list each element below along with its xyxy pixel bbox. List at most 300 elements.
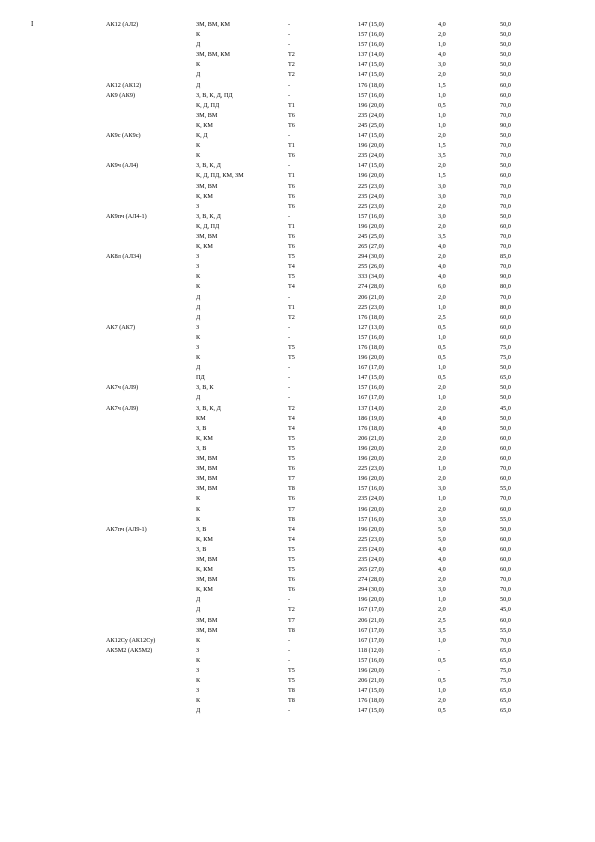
hardness-cell: 65,0: [500, 687, 511, 695]
alloy-grade-cell: [106, 60, 196, 70]
elongation-cell: 3,0: [438, 485, 446, 493]
hardness-cell: 70,0: [500, 152, 511, 160]
tensile-strength-cell: 147 (15,0): [358, 707, 384, 715]
tensile-strength-cell: 176 (18,0): [358, 313, 384, 321]
table-row: [106, 70, 520, 80]
hardness-cell: 80,0: [500, 303, 511, 311]
hardness-cell: 60,0: [500, 323, 511, 331]
elongation-cell: 2,5: [438, 313, 446, 321]
elongation-cell: 4,0: [438, 545, 446, 553]
heat-treatment-cell: Т6: [288, 152, 295, 160]
tensile-strength-cell: 167 (17,0): [358, 394, 384, 402]
heat-treatment-cell: -: [288, 364, 291, 372]
alloy-grade-cell: [106, 353, 196, 363]
heat-treatment-cell: -: [288, 374, 291, 382]
elongation-cell: 2,0: [438, 202, 446, 210]
alloy-grade-cell: [106, 272, 196, 282]
elongation-cell: 4,0: [438, 243, 446, 251]
alloy-grade-cell: [106, 50, 196, 60]
alloy-grade-cell: [106, 706, 196, 716]
elongation-cell: 1,0: [438, 111, 446, 119]
table-row: [106, 424, 520, 434]
tensile-strength-cell: 196 (20,0): [358, 172, 384, 180]
alloy-grade-cell: [106, 676, 196, 686]
hardness-cell: 70,0: [500, 636, 511, 644]
hardness-cell: 70,0: [500, 243, 511, 251]
casting-method-cell: ЗМ, ВМ: [196, 475, 218, 483]
elongation-cell: 6,0: [438, 283, 446, 291]
heat-treatment-cell: Т7: [288, 616, 295, 624]
tensile-strength-cell: 196 (20,0): [358, 142, 384, 150]
table-row: [106, 434, 520, 444]
tensile-strength-cell: 157 (16,0): [358, 31, 384, 39]
hardness-cell: 65,0: [500, 707, 511, 715]
casting-method-cell: ЗМ, ВМ: [196, 626, 218, 634]
tensile-strength-cell: 137 (14,0): [358, 51, 384, 59]
table-row: [106, 555, 520, 565]
elongation-cell: 3,0: [438, 182, 446, 190]
hardness-cell: 50,0: [500, 394, 511, 402]
elongation-cell: 1,0: [438, 465, 446, 473]
elongation-cell: 0,5: [438, 323, 446, 331]
elongation-cell: 3,0: [438, 212, 446, 220]
table-row: [106, 444, 520, 454]
table-row: [106, 40, 520, 50]
hardness-cell: 50,0: [500, 424, 511, 432]
tensile-strength-cell: 265 (27,0): [358, 566, 384, 574]
tensile-strength-cell: 196 (20,0): [358, 525, 384, 533]
hardness-cell: 60,0: [500, 91, 511, 99]
elongation-cell: 4,0: [438, 273, 446, 281]
elongation-cell: 2,0: [438, 455, 446, 463]
table-row: [106, 313, 520, 323]
tensile-strength-cell: 235 (24,0): [358, 152, 384, 160]
alloy-grade-cell: [106, 242, 196, 252]
alloy-grade-cell: [106, 434, 196, 444]
hardness-cell: 75,0: [500, 344, 511, 351]
hardness-cell: 60,0: [500, 172, 511, 180]
table-row: [106, 282, 520, 292]
tensile-strength-cell: 274 (28,0): [358, 576, 384, 584]
alloy-grade-cell: [106, 696, 196, 706]
tensile-strength-cell: 235 (24,0): [358, 192, 384, 200]
hardness-cell: 60,0: [500, 475, 511, 483]
hardness-cell: 70,0: [500, 232, 511, 240]
elongation-cell: 2,0: [438, 132, 446, 140]
elongation-cell: 4,0: [438, 424, 446, 432]
alloy-grade-cell: [106, 101, 196, 111]
elongation-cell: 2,0: [438, 434, 446, 442]
tensile-strength-cell: 225 (23,0): [358, 303, 384, 311]
elongation-cell: 2,0: [438, 697, 446, 705]
tensile-strength-cell: 235 (24,0): [358, 555, 384, 563]
table-row: [106, 141, 520, 151]
table-row: [106, 656, 520, 666]
elongation-cell: 3,0: [438, 61, 446, 69]
table-row: [106, 515, 520, 525]
hardness-cell: 80,0: [500, 283, 511, 291]
casting-method-cell: Д: [196, 606, 201, 614]
alloy-grade-cell: [106, 494, 196, 504]
tensile-strength-cell: 147 (15,0): [358, 687, 384, 695]
hardness-cell: 75,0: [500, 677, 511, 685]
hardness-cell: 50,0: [500, 364, 511, 372]
tensile-strength-cell: 255 (26,0): [358, 263, 384, 271]
table-row: [106, 353, 520, 363]
heat-treatment-cell: Т4: [288, 414, 295, 422]
casting-method-cell: ЗМ, ВМ: [196, 576, 218, 584]
casting-method-cell: Д: [196, 313, 201, 321]
alloy-grade-cell: [106, 565, 196, 575]
heat-treatment-cell: Т8: [288, 485, 295, 493]
casting-method-cell: К, КМ: [196, 243, 213, 251]
alloy-grade-cell: [106, 595, 196, 605]
table-row: [106, 151, 520, 161]
casting-method-cell: К: [196, 31, 201, 39]
tensile-strength-cell: 176 (18,0): [358, 424, 384, 432]
alloy-grade-cell: [106, 343, 196, 353]
casting-method-cell: Д: [196, 596, 201, 604]
table-row: [106, 575, 520, 585]
hardness-cell: 70,0: [500, 465, 511, 473]
table-row: [106, 626, 520, 636]
heat-treatment-cell: -: [288, 323, 291, 331]
elongation-cell: 1,0: [438, 495, 446, 503]
elongation-cell: 1,5: [438, 81, 446, 89]
tensile-strength-cell: 176 (18,0): [358, 344, 384, 351]
hardness-cell: 60,0: [500, 566, 511, 574]
casting-method-cell: К: [196, 636, 201, 644]
tensile-strength-cell: 225 (23,0): [358, 535, 384, 543]
hardness-cell: 65,0: [500, 697, 511, 705]
elongation-cell: 5,0: [438, 535, 446, 543]
elongation-cell: 2,5: [438, 616, 446, 624]
section-roman-numeral: I: [31, 20, 34, 28]
table-row: [106, 454, 520, 464]
casting-method-cell: К: [196, 152, 201, 160]
tensile-strength-cell: 176 (18,0): [358, 697, 384, 705]
casting-method-cell: З: [196, 646, 200, 654]
hardness-cell: 60,0: [500, 313, 511, 321]
casting-method-cell: КМ: [196, 414, 206, 422]
heat-treatment-cell: Т1: [288, 101, 295, 109]
casting-method-cell: К: [196, 656, 201, 664]
casting-method-cell: ЗМ, ВМ, КМ: [196, 51, 231, 59]
elongation-cell: 0,5: [438, 656, 446, 664]
elongation-cell: 1,0: [438, 596, 446, 604]
heat-treatment-cell: Т5: [288, 253, 295, 261]
hardness-cell: 60,0: [500, 455, 511, 463]
heat-treatment-cell: -: [288, 333, 291, 341]
heat-treatment-cell: Т2: [288, 61, 295, 69]
heat-treatment-cell: -: [288, 394, 291, 402]
tensile-strength-cell: 265 (27,0): [358, 243, 384, 251]
tensile-strength-cell: 274 (28,0): [358, 283, 384, 291]
hardness-cell: 75,0: [500, 667, 511, 674]
heat-treatment-cell: -: [288, 646, 291, 654]
elongation-cell: 2,0: [438, 162, 446, 170]
elongation-cell: 0,5: [438, 677, 446, 685]
heat-treatment-cell: Т6: [288, 232, 295, 240]
tensile-strength-cell: 235 (24,0): [358, 111, 384, 119]
table-row: [106, 333, 520, 343]
casting-method-cell: З, В, К, Д: [196, 404, 221, 412]
tensile-strength-cell: 157 (16,0): [358, 384, 384, 392]
hardness-cell: 70,0: [500, 263, 511, 271]
elongation-cell: 5,0: [438, 525, 446, 533]
hardness-cell: 60,0: [500, 444, 511, 452]
alloy-grade-cell: [106, 656, 196, 666]
heat-treatment-cell: -: [288, 293, 291, 301]
table-row: [106, 192, 520, 202]
elongation-cell: 1,0: [438, 333, 446, 341]
tensile-strength-cell: 235 (24,0): [358, 545, 384, 553]
table-row: [106, 494, 520, 504]
elongation-cell: 4,0: [438, 51, 446, 59]
heat-treatment-cell: Т2: [288, 51, 295, 59]
casting-method-cell: К: [196, 677, 201, 685]
casting-method-cell: К, Д: [196, 132, 208, 140]
hardness-cell: 60,0: [500, 545, 511, 553]
hardness-cell: 45,0: [500, 404, 511, 412]
tensile-strength-cell: 167 (17,0): [358, 364, 384, 372]
casting-method-cell: З, В, К, Д: [196, 162, 221, 170]
alloy-grade-cell: [106, 282, 196, 292]
alloy-grade-cell: [106, 40, 196, 50]
heat-treatment-cell: Т2: [288, 313, 295, 321]
tensile-strength-cell: 196 (20,0): [358, 444, 384, 452]
alloy-grade-cell: [106, 333, 196, 343]
elongation-cell: 4,0: [438, 21, 446, 28]
tensile-strength-cell: 157 (16,0): [358, 333, 384, 341]
tensile-strength-cell: 196 (20,0): [358, 596, 384, 604]
alloy-grade-cell: [106, 313, 196, 323]
casting-method-cell: К, КМ: [196, 535, 213, 543]
table-row: [106, 474, 520, 484]
casting-method-cell: Д: [196, 71, 201, 79]
casting-method-cell: З, В: [196, 444, 207, 452]
hardness-cell: 65,0: [500, 374, 511, 382]
heat-treatment-cell: -: [288, 707, 291, 715]
elongation-cell: 1,5: [438, 172, 446, 180]
hardness-cell: 70,0: [500, 111, 511, 119]
table-row: [106, 373, 520, 383]
heat-treatment-cell: Т5: [288, 434, 295, 442]
alloy-grade-cell: [106, 202, 196, 212]
tensile-strength-cell: 127 (13,0): [358, 323, 384, 331]
casting-method-cell: К: [196, 283, 201, 291]
casting-method-cell: К: [196, 333, 201, 341]
hardness-cell: 65,0: [500, 656, 511, 664]
alloy-grade-cell: АК7 (АК7): [106, 323, 136, 331]
casting-method-cell: З: [196, 253, 200, 261]
table-row: [106, 222, 520, 232]
heat-treatment-cell: -: [288, 162, 291, 170]
elongation-cell: 2,0: [438, 71, 446, 79]
alloy-grade-cell: [106, 70, 196, 80]
tensile-strength-cell: 225 (23,0): [358, 182, 384, 190]
table-row: [106, 20, 520, 30]
elongation-cell: 2,0: [438, 222, 446, 230]
alloy-grade-cell: [106, 484, 196, 494]
heat-treatment-cell: Т6: [288, 465, 295, 473]
table-row: [106, 646, 520, 656]
heat-treatment-cell: Т4: [288, 525, 295, 533]
casting-method-cell: К: [196, 515, 201, 523]
heat-treatment-cell: Т1: [288, 172, 295, 180]
heat-treatment-cell: -: [288, 212, 291, 220]
heat-treatment-cell: Т2: [288, 404, 295, 412]
hardness-cell: 60,0: [500, 333, 511, 341]
alloy-grade-cell: АК12Су (АК12Су): [106, 636, 156, 644]
table-row: [106, 696, 520, 706]
heat-treatment-cell: Т5: [288, 545, 295, 553]
table-row: [106, 676, 520, 686]
casting-method-cell: ЗМ, ВМ: [196, 616, 218, 624]
hardness-cell: 70,0: [500, 202, 511, 210]
tensile-strength-cell: 186 (19,0): [358, 414, 384, 422]
elongation-cell: 1,5: [438, 142, 446, 150]
tensile-strength-cell: 196 (20,0): [358, 101, 384, 109]
casting-method-cell: К, КМ: [196, 121, 213, 129]
hardness-cell: 50,0: [500, 596, 511, 604]
elongation-cell: 1,0: [438, 636, 446, 644]
hardness-cell: 70,0: [500, 293, 511, 301]
casting-method-cell: К, Д, ПД, КМ, ЗМ: [196, 172, 244, 180]
table-row: [106, 616, 520, 626]
alloy-grade-cell: АК9с (АК9с): [106, 132, 141, 140]
table-row: [106, 30, 520, 40]
alloy-grade-cell: АК7ч (АЛ9): [106, 384, 139, 392]
casting-method-cell: З: [196, 323, 200, 331]
alloy-grade-cell: [106, 414, 196, 424]
table-row: [106, 101, 520, 111]
table-row: [106, 232, 520, 242]
tensile-strength-cell: 196 (20,0): [358, 475, 384, 483]
hardness-cell: 50,0: [500, 162, 511, 170]
casting-method-cell: З: [196, 667, 200, 674]
tensile-strength-cell: 225 (23,0): [358, 465, 384, 473]
casting-method-cell: Д: [196, 293, 201, 301]
hardness-cell: 50,0: [500, 384, 511, 392]
hardness-cell: 70,0: [500, 192, 511, 200]
casting-method-cell: Д: [196, 303, 201, 311]
table-row: [106, 323, 520, 333]
casting-method-cell: К: [196, 495, 201, 503]
elongation-cell: 3,0: [438, 192, 446, 200]
heat-treatment-cell: -: [288, 41, 291, 49]
hardness-cell: 65,0: [500, 646, 511, 654]
heat-treatment-cell: -: [288, 31, 291, 39]
table-row: [106, 252, 520, 262]
casting-method-cell: ЗМ, ВМ: [196, 555, 218, 563]
elongation-cell: 2,0: [438, 31, 446, 39]
casting-method-cell: К, КМ: [196, 586, 213, 594]
casting-method-cell: ЗМ, ВМ: [196, 232, 218, 240]
alloy-grade-cell: АК12 (АК12): [106, 81, 142, 89]
hardness-cell: 70,0: [500, 182, 511, 190]
casting-method-cell: К: [196, 354, 201, 362]
heat-treatment-cell: -: [288, 384, 291, 392]
alloy-grade-cell: [106, 182, 196, 192]
alloy-grade-cell: [106, 535, 196, 545]
alloy-grade-cell: [106, 151, 196, 161]
heat-treatment-cell: Т4: [288, 424, 295, 432]
casting-method-cell: З, В, К, Д: [196, 212, 221, 220]
heat-treatment-cell: Т5: [288, 344, 295, 351]
heat-treatment-cell: -: [288, 81, 291, 89]
tensile-strength-cell: 157 (16,0): [358, 91, 384, 99]
table-row: [106, 202, 520, 212]
heat-treatment-cell: Т1: [288, 222, 295, 230]
elongation-cell: 0,5: [438, 101, 446, 109]
heat-treatment-cell: Т5: [288, 667, 295, 674]
hardness-cell: 70,0: [500, 101, 511, 109]
tensile-strength-cell: 196 (20,0): [358, 354, 384, 362]
alloy-grade-cell: [106, 121, 196, 131]
table-row: [106, 242, 520, 252]
table-row: [106, 666, 520, 676]
elongation-cell: 3,5: [438, 152, 446, 160]
elongation-cell: 0,5: [438, 707, 446, 715]
hardness-cell: 60,0: [500, 616, 511, 624]
alloy-grade-cell: [106, 474, 196, 484]
heat-treatment-cell: Т6: [288, 121, 295, 129]
casting-method-cell: ЗМ, ВМ, КМ: [196, 21, 231, 28]
elongation-cell: 1,0: [438, 91, 446, 99]
casting-method-cell: К, КМ: [196, 192, 213, 200]
alloy-grade-cell: [106, 616, 196, 626]
alloy-grade-cell: [106, 373, 196, 383]
casting-method-cell: ЗМ, ВМ: [196, 465, 218, 473]
casting-method-cell: К, КМ: [196, 434, 213, 442]
table-row: [106, 262, 520, 272]
table-row: [106, 595, 520, 605]
alloy-grade-cell: АК7ч (АЛ9): [106, 404, 139, 412]
tensile-strength-cell: 147 (15,0): [358, 61, 384, 69]
hardness-cell: 50,0: [500, 212, 511, 220]
hardness-cell: 55,0: [500, 626, 511, 634]
heat-treatment-cell: Т6: [288, 111, 295, 119]
heat-treatment-cell: Т6: [288, 495, 295, 503]
heat-treatment-cell: Т7: [288, 475, 295, 483]
alloy-grade-cell: АК5М2 (АК5М2): [106, 646, 153, 654]
tensile-strength-cell: 157 (16,0): [358, 485, 384, 493]
heat-treatment-cell: Т1: [288, 142, 295, 150]
table-row: [106, 111, 520, 121]
hardness-cell: 60,0: [500, 434, 511, 442]
casting-method-cell: З, В: [196, 545, 207, 553]
elongation-cell: 1,0: [438, 121, 446, 129]
hardness-cell: 55,0: [500, 485, 511, 493]
alloy-grade-cell: АК7пч (АЛ9-1): [106, 525, 147, 533]
elongation-cell: 1,0: [438, 687, 446, 695]
heat-treatment-cell: Т1: [288, 303, 295, 311]
heat-treatment-cell: Т8: [288, 515, 295, 523]
casting-method-cell: ЗМ, ВМ: [196, 485, 218, 493]
table-row: [106, 131, 520, 141]
table-row: [106, 414, 520, 424]
tensile-strength-cell: 118 (12,0): [358, 646, 384, 654]
heat-treatment-cell: Т8: [288, 626, 295, 634]
hardness-cell: 55,0: [500, 515, 511, 523]
elongation-cell: 2,0: [438, 253, 446, 261]
tensile-strength-cell: 294 (30,0): [358, 586, 384, 594]
alloy-grade-cell: [106, 111, 196, 121]
hardness-cell: 60,0: [500, 81, 511, 89]
tensile-strength-cell: 196 (20,0): [358, 222, 384, 230]
tensile-strength-cell: 196 (20,0): [358, 505, 384, 513]
